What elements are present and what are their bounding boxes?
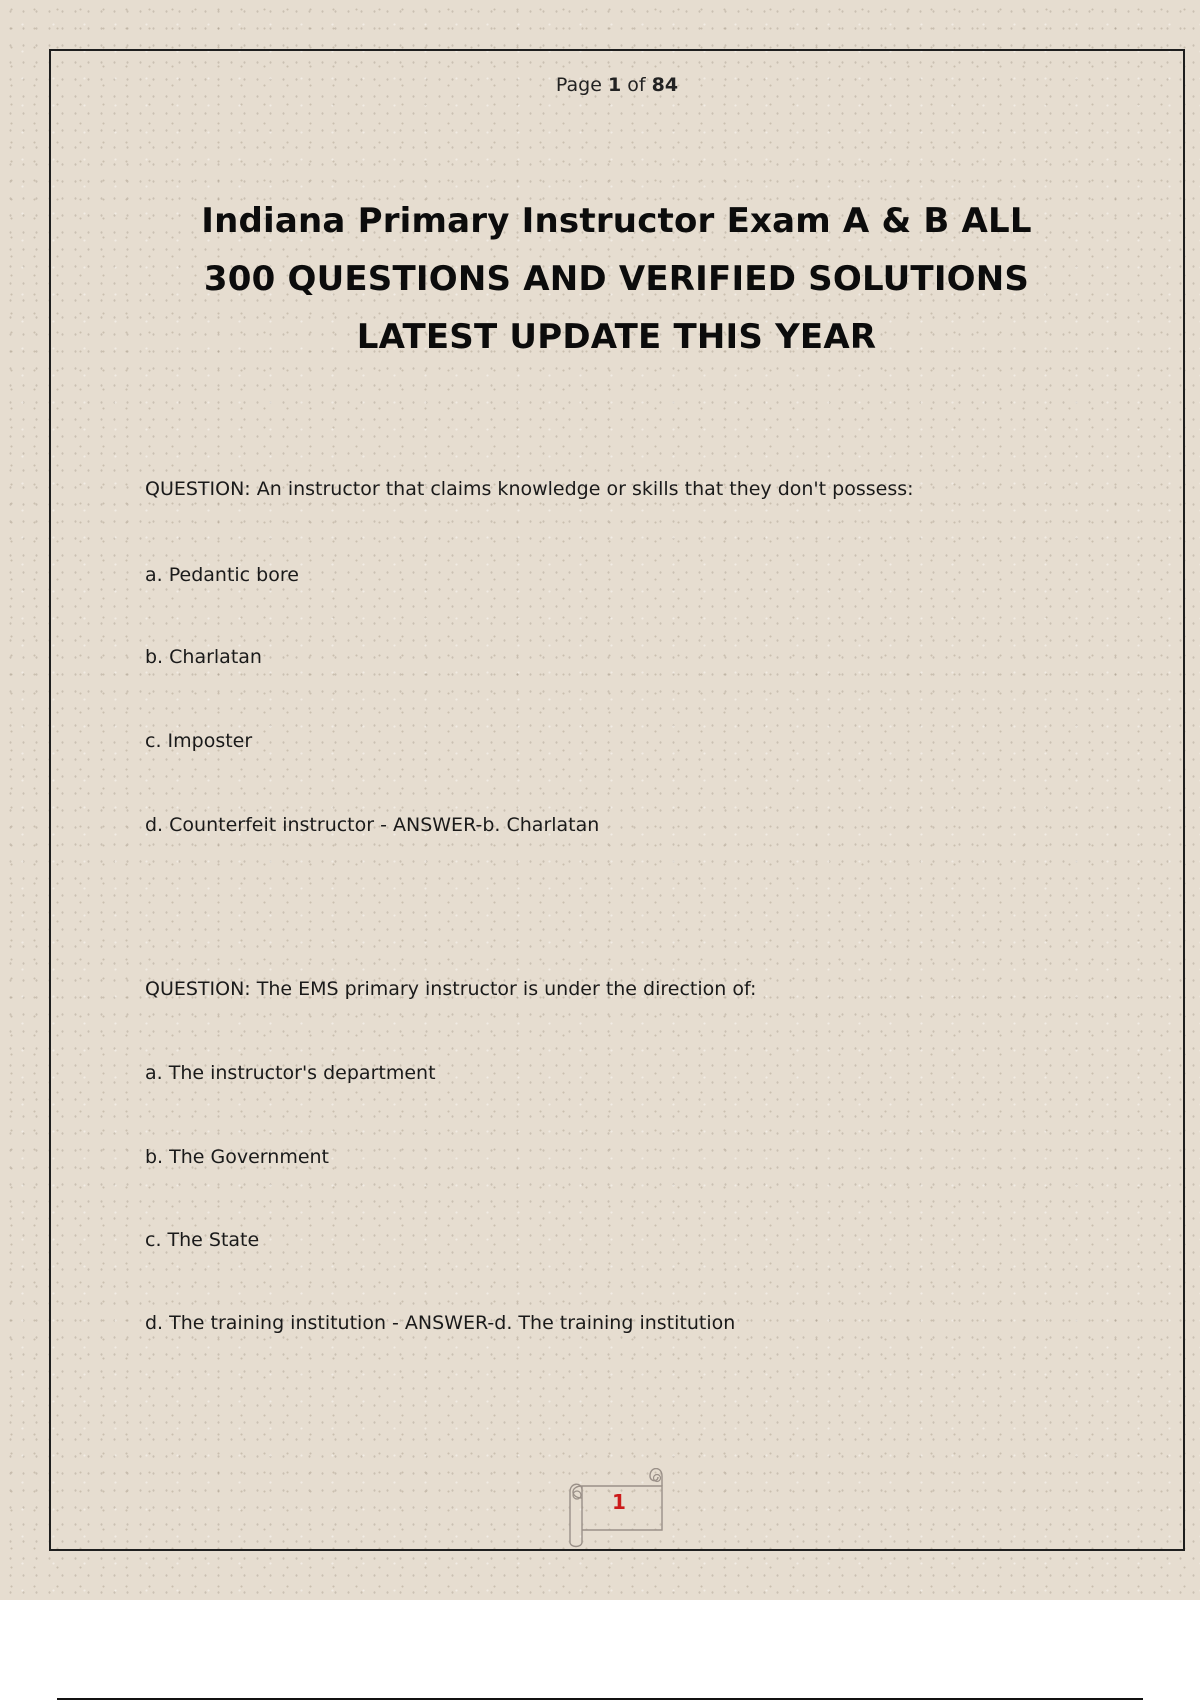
question-2-option-c: c. The State bbox=[145, 1229, 260, 1251]
question-1-option-b: b. Charlatan bbox=[145, 646, 262, 668]
document-title bbox=[150, 192, 1083, 366]
title-line-3: LATEST UPDATE THIS YEAR bbox=[356, 317, 877, 357]
question-1-option-c: c. Imposter bbox=[145, 730, 253, 752]
page-label: Page bbox=[555, 74, 602, 96]
question-1-option-d-answer: d. Counterfeit instructor - ANSWER-b. Charlatan bbox=[145, 814, 600, 836]
question-1-option-a: a. Pedantic bore bbox=[145, 564, 299, 586]
page-of: of bbox=[627, 74, 646, 96]
current-page: 1 bbox=[607, 74, 622, 96]
total-pages: 84 bbox=[651, 74, 679, 96]
title-line-2: 300 QUESTIONS AND VERIFIED SOLUTIONS bbox=[203, 259, 1030, 299]
page-number: 1 bbox=[612, 1490, 626, 1514]
question-2-option-b: b. The Government bbox=[145, 1146, 330, 1168]
question-2-option-a: a. The instructor's department bbox=[145, 1062, 436, 1084]
question-2-text: QUESTION: The EMS primary instructor is under the direction of: bbox=[145, 978, 757, 1000]
page-number-scroll bbox=[558, 1468, 670, 1548]
question-1-text: QUESTION: An instructor that claims knowledge or skills that they don't possess: bbox=[145, 478, 914, 500]
title-line-1: Indiana Primary Instructor Exam A & B ALL bbox=[201, 201, 1032, 241]
page-indicator bbox=[0, 74, 1200, 96]
question-2-option-d-answer: d. The training institution - ANSWER-d. The training institution bbox=[145, 1312, 736, 1334]
